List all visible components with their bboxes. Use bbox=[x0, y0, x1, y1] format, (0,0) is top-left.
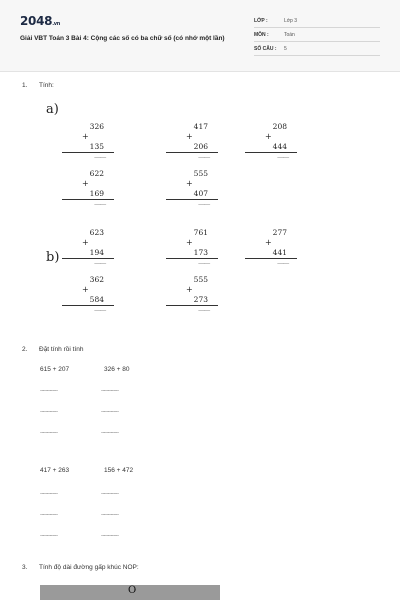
addition-problem bbox=[166, 275, 218, 331]
answer-blank[interactable]: ............ bbox=[198, 307, 210, 313]
answer-blank[interactable]: ............ bbox=[94, 154, 106, 160]
plus-sign: + bbox=[186, 179, 193, 188]
expression: 326 + 80 bbox=[104, 366, 130, 373]
meta-question-count bbox=[254, 42, 380, 56]
question-text: Tính độ dài đường gấp khúc NOP: bbox=[39, 564, 139, 571]
plus-sign: + bbox=[186, 132, 193, 141]
sum-line bbox=[166, 305, 218, 306]
page-title: Giải VBT Toán 3 Bài 4: Cộng các số có ba chữ số (có nhớ một lần) bbox=[20, 35, 225, 42]
meta-key: SỐ CÂU : bbox=[254, 46, 277, 52]
addend-2: 407 bbox=[193, 189, 208, 198]
addend-1: 362 bbox=[89, 275, 104, 284]
answer-line[interactable]: ...................... bbox=[101, 408, 119, 414]
polyline-figure bbox=[40, 585, 220, 600]
addend-2: 441 bbox=[272, 248, 287, 257]
meta-key: MÔN : bbox=[254, 32, 269, 38]
logo-text: 2048 bbox=[20, 14, 53, 28]
logo-suffix: .vn bbox=[52, 21, 61, 27]
answer-line[interactable]: ...................... bbox=[40, 387, 58, 393]
sum-line bbox=[166, 258, 218, 259]
sum-line bbox=[62, 199, 114, 200]
sum-line bbox=[166, 199, 218, 200]
addition-problem bbox=[62, 169, 114, 225]
question-text: Tính: bbox=[39, 82, 54, 89]
plus-sign: + bbox=[82, 132, 89, 141]
sum-line bbox=[62, 305, 114, 306]
plus-sign: + bbox=[82, 238, 89, 247]
addition-problem bbox=[245, 122, 297, 178]
question-2-heading bbox=[22, 346, 83, 353]
addend-1: 761 bbox=[193, 228, 208, 237]
part-a-label: a) bbox=[46, 102, 59, 117]
addend-2: 444 bbox=[272, 142, 287, 151]
meta-value: Toán bbox=[284, 32, 295, 38]
addend-2: 135 bbox=[89, 142, 104, 151]
answer-blank[interactable]: ............ bbox=[277, 260, 289, 266]
question-3-heading bbox=[22, 564, 139, 571]
answer-line[interactable]: ...................... bbox=[40, 490, 58, 496]
addend-1: 277 bbox=[272, 228, 287, 237]
expression: 417 + 263 bbox=[40, 467, 70, 474]
plus-sign: + bbox=[82, 285, 89, 294]
plus-sign: + bbox=[186, 285, 193, 294]
addend-1: 622 bbox=[89, 169, 104, 178]
answer-blank[interactable]: ............ bbox=[198, 260, 210, 266]
meta-class bbox=[254, 14, 380, 28]
header bbox=[0, 0, 400, 72]
answer-line[interactable]: ...................... bbox=[40, 511, 58, 517]
question-number: 1. bbox=[22, 82, 28, 89]
plus-sign: + bbox=[265, 132, 272, 141]
answer-blank[interactable]: ............ bbox=[277, 154, 289, 160]
answer-line[interactable]: ...................... bbox=[101, 429, 119, 435]
addition-problem bbox=[166, 169, 218, 225]
question-1-heading bbox=[22, 82, 54, 89]
answer-line[interactable]: ...................... bbox=[101, 387, 119, 393]
addend-1: 208 bbox=[272, 122, 287, 131]
plus-sign: + bbox=[82, 179, 89, 188]
answer-blank[interactable]: ............ bbox=[94, 260, 106, 266]
addend-1: 623 bbox=[89, 228, 104, 237]
part-b-label: b) bbox=[46, 250, 60, 265]
addend-2: 273 bbox=[193, 295, 208, 304]
answer-line[interactable]: ...................... bbox=[101, 532, 119, 538]
addition-problem bbox=[62, 275, 114, 331]
answer-line[interactable]: ...................... bbox=[40, 429, 58, 435]
meta-value: 5 bbox=[284, 46, 287, 52]
answer-line[interactable]: ...................... bbox=[40, 408, 58, 414]
point-label: O bbox=[128, 585, 137, 596]
addend-1: 326 bbox=[89, 122, 104, 131]
sum-line bbox=[245, 152, 297, 153]
meta-value: Lớp 3 bbox=[284, 18, 298, 24]
addend-1: 555 bbox=[193, 275, 208, 284]
plus-sign: + bbox=[265, 238, 272, 247]
question-text: Đặt tính rồi tính bbox=[39, 346, 84, 353]
question-number: 3. bbox=[22, 564, 28, 571]
sum-line bbox=[62, 258, 114, 259]
meta-key: LỚP : bbox=[254, 18, 268, 24]
site-logo[interactable] bbox=[20, 14, 60, 28]
addend-1: 417 bbox=[193, 122, 208, 131]
expression: 156 + 472 bbox=[104, 467, 134, 474]
addend-2: 206 bbox=[193, 142, 208, 151]
meta-subject bbox=[254, 28, 380, 42]
addend-2: 584 bbox=[89, 295, 104, 304]
addend-1: 555 bbox=[193, 169, 208, 178]
answer-line[interactable]: ...................... bbox=[101, 511, 119, 517]
sum-line bbox=[62, 152, 114, 153]
answer-line[interactable]: ...................... bbox=[101, 490, 119, 496]
sum-line bbox=[245, 258, 297, 259]
answer-blank[interactable]: ............ bbox=[198, 154, 210, 160]
answer-blank[interactable]: ............ bbox=[94, 307, 106, 313]
plus-sign: + bbox=[186, 238, 193, 247]
addend-2: 169 bbox=[89, 189, 104, 198]
addition-problem bbox=[245, 228, 297, 284]
addend-2: 194 bbox=[89, 248, 104, 257]
answer-blank[interactable]: ............ bbox=[94, 201, 106, 207]
answer-line[interactable]: ...................... bbox=[40, 532, 58, 538]
question-number: 2. bbox=[22, 346, 28, 353]
answer-blank[interactable]: ............ bbox=[198, 201, 210, 207]
expression: 615 + 207 bbox=[40, 366, 70, 373]
sum-line bbox=[166, 152, 218, 153]
addend-2: 173 bbox=[193, 248, 208, 257]
